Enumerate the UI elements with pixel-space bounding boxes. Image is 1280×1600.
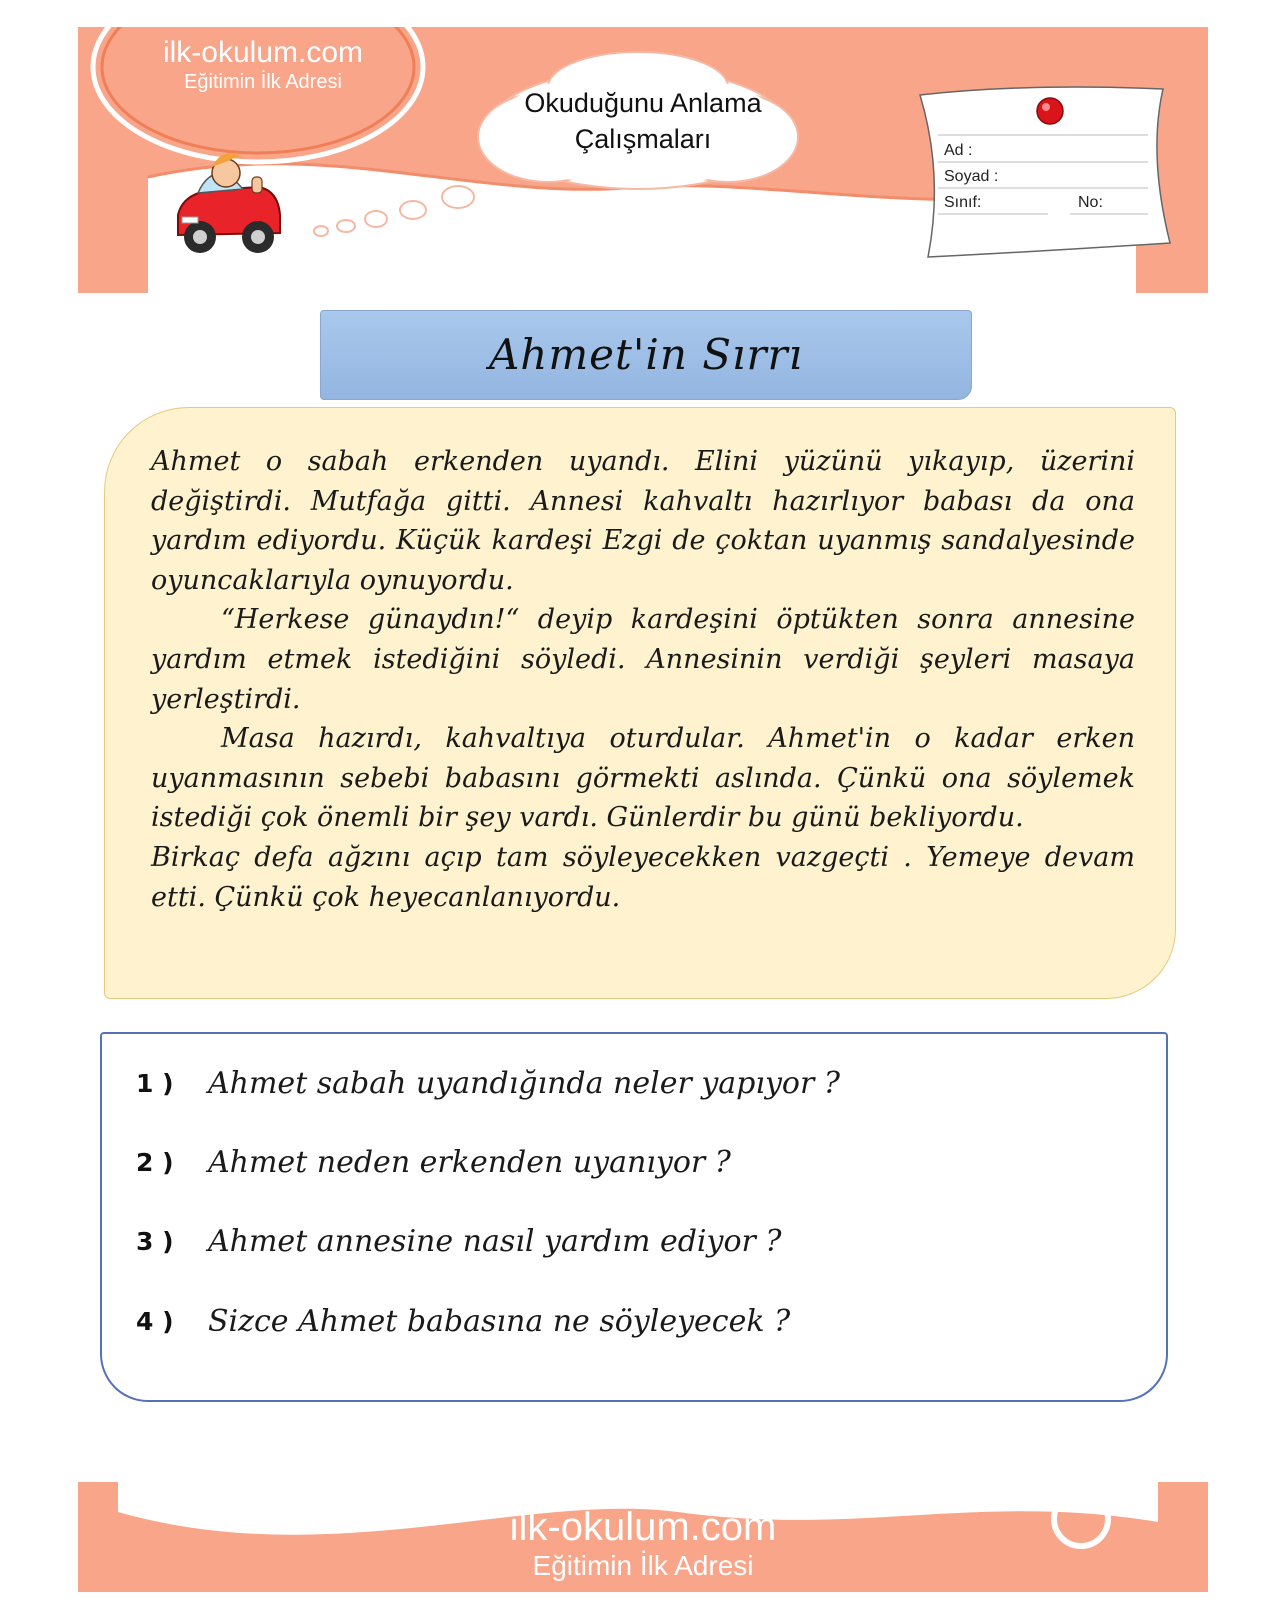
question-3 xyxy=(136,1216,781,1266)
surname-field-label: Soyad : xyxy=(944,168,999,185)
header-banner xyxy=(78,27,1208,293)
site-logo[interactable] xyxy=(138,35,388,93)
question-1 xyxy=(136,1058,840,1108)
story-paragraph-3: Masa hazırdı, kahvaltıya oturdular. Ahmet'in o kadar erken uyanmasının sebebi babasını görmekti aslında. Çünkü ona söylemek istediği çok önemli bir şey vardı. Günlerdir bu günü bekliyordu. xyxy=(151,723,1135,834)
cartoon-car-icon xyxy=(168,145,288,265)
pushpin-icon xyxy=(1037,98,1063,124)
footer-logo[interactable] xyxy=(78,1504,1208,1582)
footer-site-name: ilk-okulum.com xyxy=(509,1505,777,1549)
worksheet-title xyxy=(488,85,798,157)
story-paragraph-1: Ahmet o sabah erkenden uyandı. Elini yüzünü yıkayıp, üzerini değiştirdi. Mutfağa gitti. Annesi kahvaltı hazırlıyor babası da ona yardım ediyordu. Küçük kardeşi Ezgi de çoktan uyanmış sandalyesinde oyuncaklarıyla oynuyordu. xyxy=(151,446,1135,596)
class-field-label: Sınıf: xyxy=(944,194,982,211)
number-field-label: No: xyxy=(1078,194,1103,211)
site-name: ilk-okulum.com xyxy=(162,36,364,69)
questions-box xyxy=(100,1032,1168,1402)
worksheet-title-line1: Okuduğunu Anlama xyxy=(524,88,762,118)
story-title-banner xyxy=(320,310,972,400)
name-field-label: Ad : xyxy=(944,142,973,159)
student-info-card xyxy=(908,75,1178,265)
story-title: Ahmet'in Sırrı xyxy=(488,330,804,379)
question-number: 3 ) xyxy=(136,1226,174,1256)
question-text: Sizce Ahmet babasına ne söyleyecek ? xyxy=(208,1303,791,1339)
worksheet-title-line2: Çalışmaları xyxy=(574,124,712,154)
story-paragraph-2: “Herkese günaydın!“ deyip kardeşini öptükten sonra annesine yardım etmek istediğini söyledi. Annesinin verdiği şeyleri masaya yerleştirdi. xyxy=(151,604,1135,715)
question-number: 1 ) xyxy=(136,1068,174,1098)
footer-banner xyxy=(78,1482,1208,1592)
story-text-box xyxy=(104,407,1176,999)
question-number: 4 ) xyxy=(136,1306,174,1336)
question-4 xyxy=(136,1296,790,1346)
site-slogan: Eğitimin İlk Adresi xyxy=(184,71,342,93)
question-text: Ahmet sabah uyandığında neler yapıyor ? xyxy=(208,1065,840,1101)
story-paragraph-4: Birkaç defa ağzını açıp tam söyleyecekken vazgeçti . Yemeye devam etti. Çünkü çok heyecanlanıyordu. xyxy=(151,841,1135,913)
question-text: Ahmet annesine nasıl yardım ediyor ? xyxy=(208,1223,782,1259)
question-2 xyxy=(136,1137,731,1187)
question-number: 2 ) xyxy=(136,1147,174,1177)
question-text: Ahmet neden erkenden uyanıyor ? xyxy=(208,1144,731,1180)
footer-site-slogan: Eğitimin İlk Adresi xyxy=(532,1550,754,1581)
